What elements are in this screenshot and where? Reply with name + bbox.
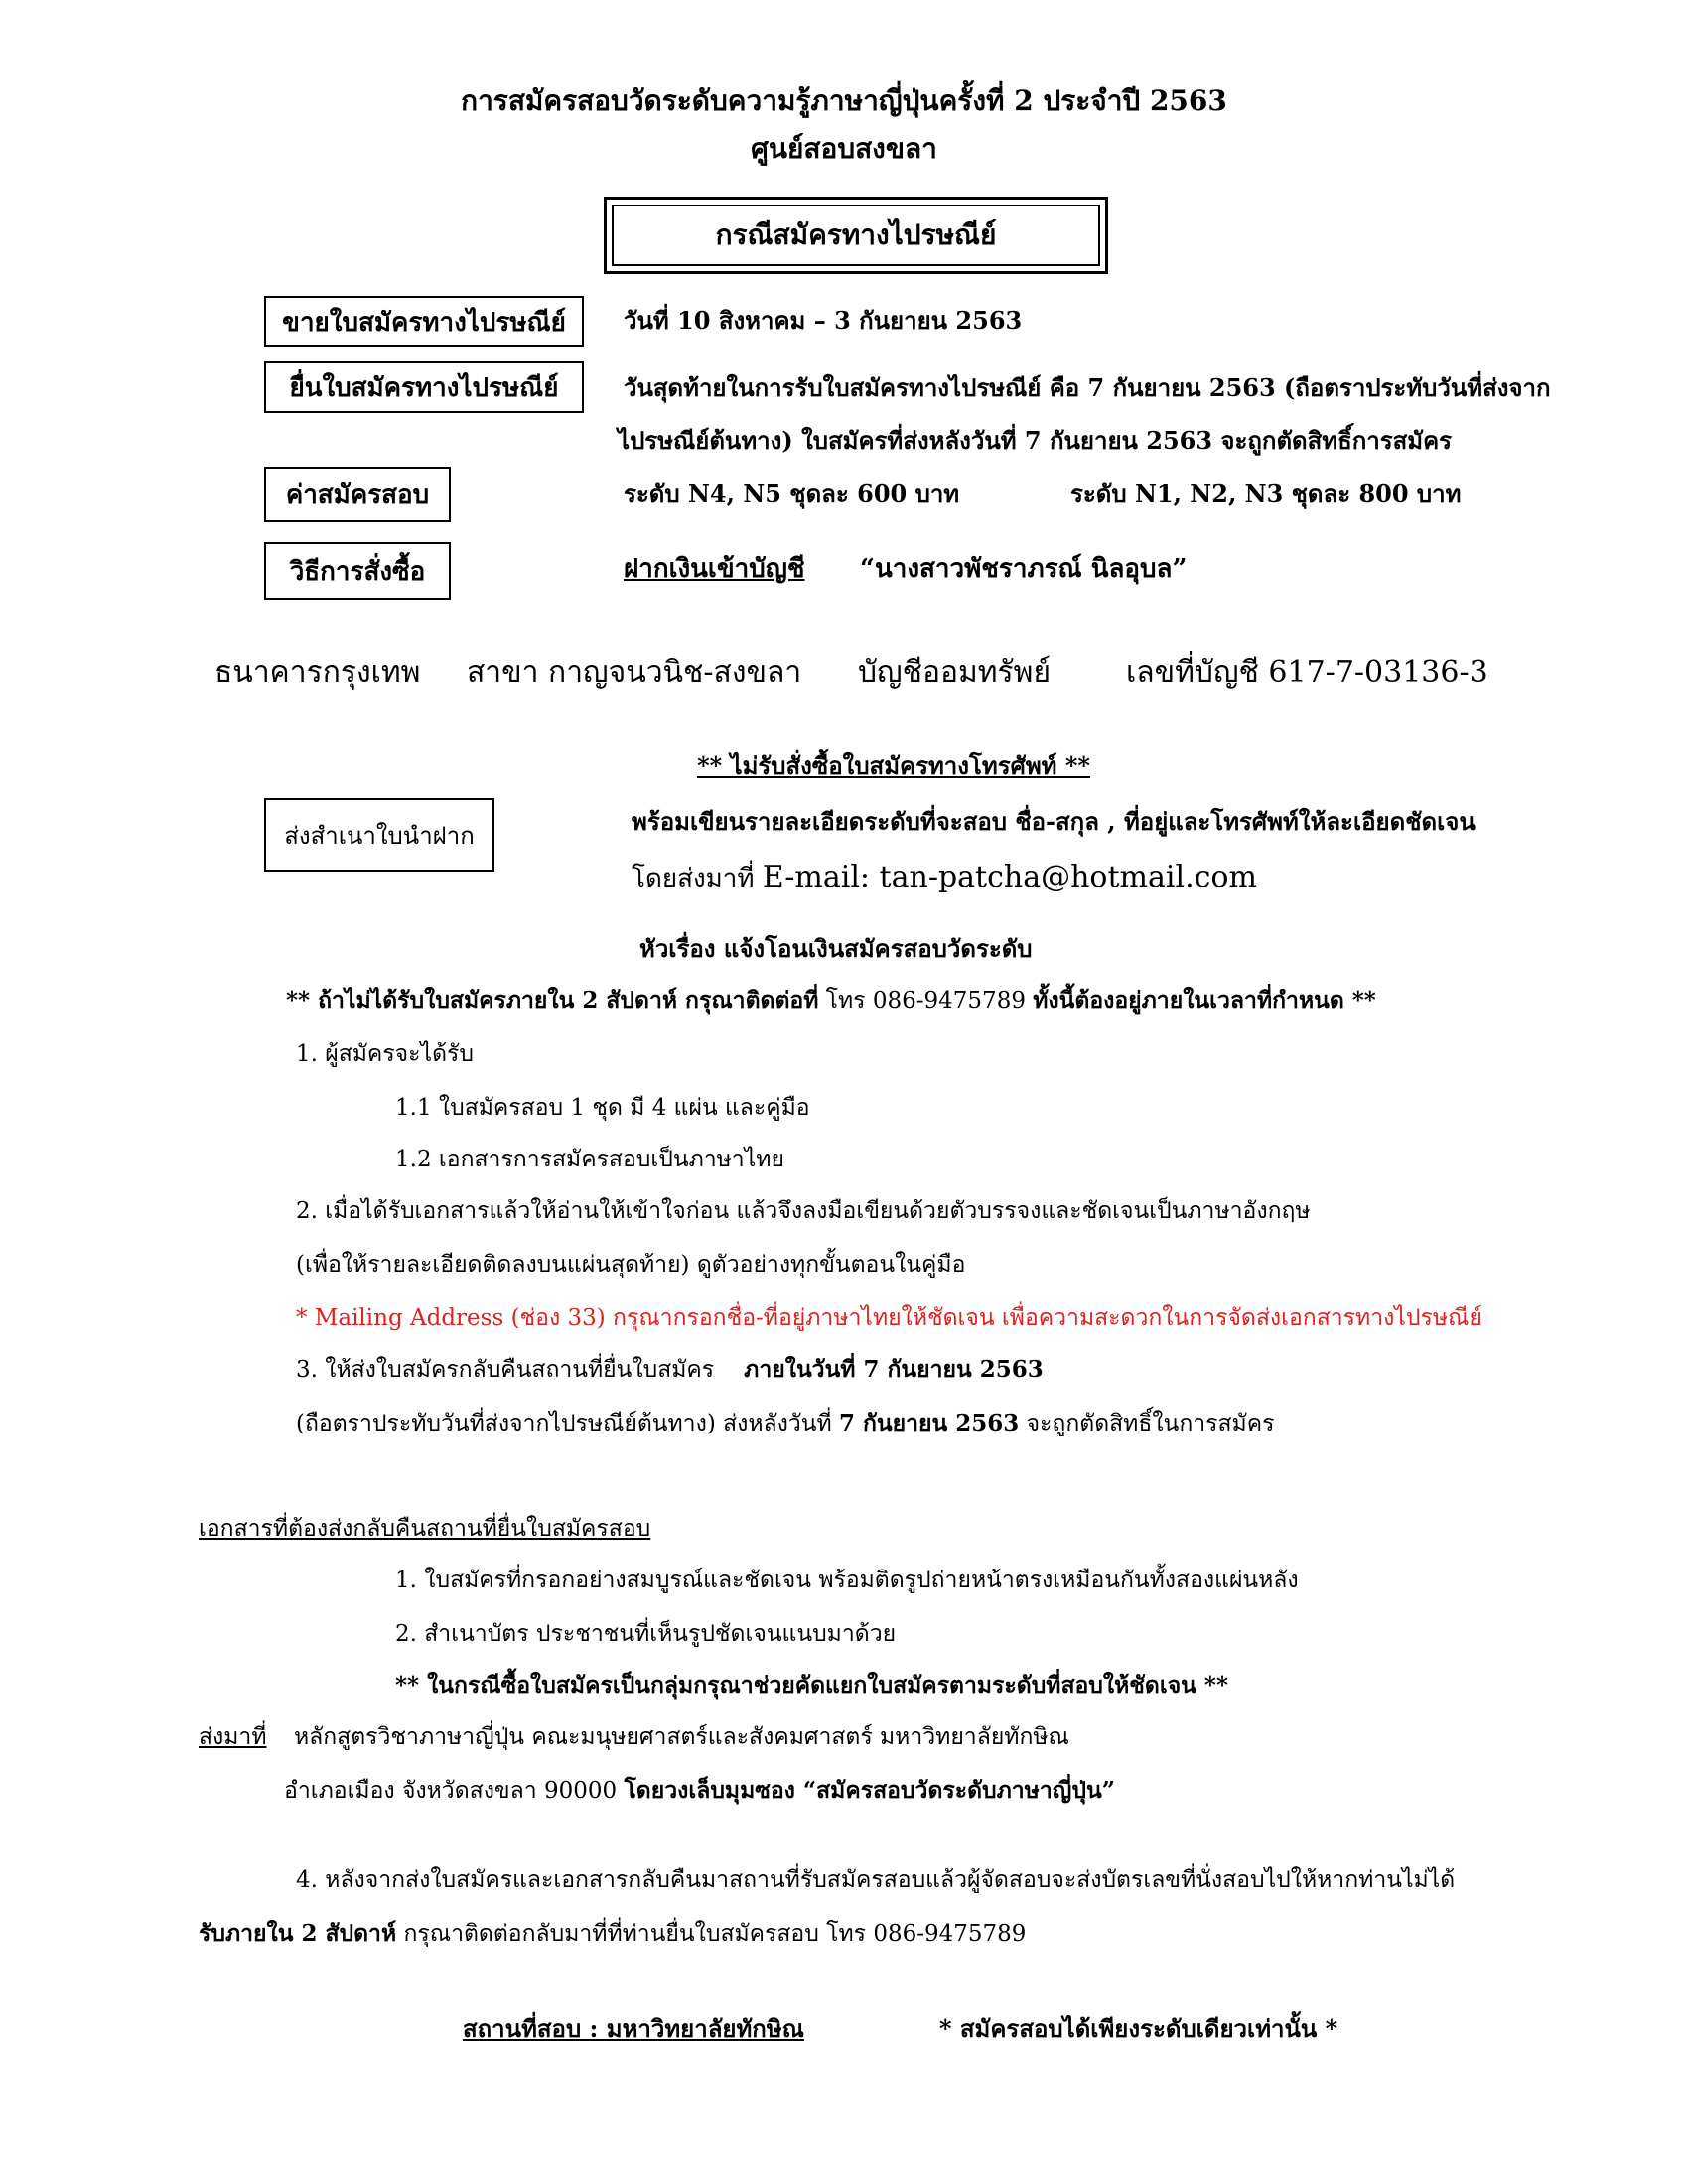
document-2: 2. สำเนาบัตร ประชาชนที่เห็นรูปชัดเจนแนบมาด้วย: [395, 1621, 897, 1647]
email-subject: หัวเรื่อง แจ้งโอนเงินสมัครสอบวัดระดับ: [639, 934, 1033, 963]
bank-branch: สาขา กาญจนวนิช-สงขลา: [467, 655, 802, 690]
sale-label: ขายใบสมัครทางไปรษณีย์: [282, 307, 566, 338]
notice-part-b: ทั้งนี้ต้องอยู่ภายในเวลาที่กำหนด **: [1033, 987, 1376, 1014]
slip-label: ส่งสำเนาใบนำฝาก: [284, 821, 475, 850]
step-4-line1: 4. หลังจากส่งใบสมัครและเอกสารกลับคืนมาสถานที่รับสมัครสอบแล้วผู้จัดสอบจะส่งบัตรเลขที่นั่งสอบไปให้หากท่านไม่ได้: [296, 1867, 1456, 1893]
fee-n4-n5: ระดับ N4, N5 ชุดละ 600 บาท: [624, 479, 960, 508]
page-subtitle: ศูนย์สอบสงขลา: [751, 132, 937, 165]
step-3-line1: [296, 1352, 1044, 1388]
group-purchase-note: ** ในกรณีซื้อใบสมัครเป็นกลุ่มกรุณาช่วยคัดแยกใบสมัครตามระดับที่สอบให้ชัดเจน **: [395, 1672, 1228, 1699]
step-1: 1. ผู้สมัครจะได้รับ: [296, 1041, 474, 1067]
step-3-line2-a: (ถือตราประทับวันที่ส่งจากไปรษณีย์ต้นทาง) ส่งหลังวันที่: [296, 1411, 839, 1436]
submit-label: ยื่นใบสมัครทางไปรษณีย์: [289, 372, 559, 403]
mailing-address-warning: * Mailing Address (ช่อง 33) กรุณากรอกชื่อ-ที่อยู่ภาษาไทยให้ชัดเจน เพื่อความสะดวกในการจัดส่งเอกสารทางไปรษณีย์: [296, 1305, 1482, 1331]
envelope-corner-note: โดยวงเล็บมุมซอง “สมัครสอบวัดระดับภาษาญี่ปุ่น”: [624, 1777, 1115, 1804]
email-address: E-mail: tan-patcha@hotmail.com: [762, 860, 1257, 894]
step-4-line2: [199, 1916, 1026, 1952]
step-3-line2-date: 7 กันยายน 2563: [838, 1410, 1020, 1436]
fee-label-box: [264, 467, 451, 522]
page-title: การสมัครสอบวัดระดับความรู้ภาษาญี่ปุ่นครั้งที่ 2 ประจำปี 2563: [461, 84, 1227, 117]
slip-label-box: [264, 798, 494, 872]
submit-label-box: [264, 361, 584, 413]
step-3-line2: [296, 1406, 1274, 1441]
account-type: บัญชีออมทรัพย์: [858, 655, 1052, 690]
one-level-only-note: * สมัครสอบได้เพียงระดับเดียวเท่านั้น *: [939, 2014, 1338, 2043]
order-label-box: [264, 542, 451, 600]
notice-part-a: ** ถ้าไม่ได้รับใบสมัครภายใน 2 สัปดาห์ กรุณาติดต่อที่: [286, 987, 819, 1014]
exam-venue: สถานที่สอบ : มหาวิทยาลัยทักษิณ: [463, 2014, 804, 2043]
no-phone-orders-note: ** ไม่รับสั่งซื้อใบสมัครทางโทรศัพท์ **: [697, 751, 1090, 780]
sale-label-box: [264, 296, 584, 347]
step-2-line1: 2. เมื่อได้รับเอกสารแล้วให้อ่านให้เข้าใจก่อน แล้วจึงลงมือเขียนด้วยตัวบรรจงและชัดเจนเป็นภาษาอังกฤษ: [296, 1198, 1311, 1224]
fee-n1-n3: ระดับ N1, N2, N3 ชุดละ 800 บาท: [1070, 479, 1462, 508]
send-to-label: ส่งมาที่: [199, 1724, 267, 1750]
not-received-notice: [286, 983, 1376, 1019]
bank-name: ธนาคารกรุงเทพ: [214, 655, 421, 690]
order-method: ฝากเงินเข้าบัญชี: [624, 554, 805, 584]
document-1: 1. ใบสมัครที่กรอกอย่างสมบูรณ์และชัดเจน พร้อมติดรูปถ่ายหน้าตรงเหมือนกันทั้งสองแผ่นหลัง: [395, 1568, 1299, 1593]
fee-label: ค่าสมัครสอบ: [285, 479, 430, 510]
step-1-1: 1.1 ใบสมัครสอบ 1 ชุด มี 4 แผ่น และคู่มือ: [395, 1095, 810, 1121]
send-to-address-line2: [284, 1773, 1115, 1809]
sale-dates: วันที่ 10 สิงหาคม – 3 กันยายน 2563: [624, 306, 1023, 335]
send-to-address-city: อำเภอเมือง จังหวัดสงขลา 90000: [284, 1778, 625, 1804]
account-number: เลขที่บัญชี 617-7-03136-3: [1126, 655, 1488, 690]
email-prefix: โดยส่งมาที่: [632, 864, 763, 893]
slip-details-instruction: พร้อมเขียนรายละเอียดระดับที่จะสอบ ชื่อ-สกุล , ที่อยู่และโทรศัพท์ให้ละเอียดชัดเจน: [632, 807, 1476, 836]
submit-deadline-line2: ไปรษณีย์ต้นทาง) ใบสมัครที่ส่งหลังวันที่ 7 กันยายน 2563 จะถูกตัดสิทธิ์การสมัคร: [618, 426, 1453, 455]
account-holder-name: “นางสาวพัชราภรณ์ นิลอุบล”: [860, 554, 1188, 584]
step-2-line2: (เพื่อให้รายละเอียดติดลงบนแผ่นสุดท้าย) ดูตัวอย่างทุกขั้นตอนในคู่มือ: [296, 1252, 966, 1278]
order-label: วิธีการสั่งซื้อ: [289, 556, 426, 587]
send-to-address-line1: หลักสูตรวิชาภาษาญี่ปุ่น คณะมนุษยศาสตร์และสังคมศาสตร์ มหาวิทยาลัยทักษิณ: [294, 1724, 1069, 1750]
step-3-text: 3. ให้ส่งใบสมัครกลับคืนสถานที่ยื่นใบสมัคร: [296, 1357, 715, 1383]
documents-heading: เอกสารที่ต้องส่งกลับคืนสถานที่ยื่นใบสมัครสอบ: [199, 1516, 651, 1542]
email-line: [632, 858, 1257, 898]
notice-phone: โทร 086-9475789: [818, 988, 1034, 1014]
mode-box-label: กรณีสมัครทางไปรษณีย์: [612, 205, 1100, 266]
submit-deadline-line1: วันสุดท้ายในการรับใบสมัครทางไปรษณีย์ คือ 7 กันยายน 2563 (ถือตราประทับวันที่ส่งจาก: [624, 373, 1551, 402]
step-4-contact: กรุณาติดต่อกลับมาที่ที่ท่านยื่นใบสมัครสอบ โทร 086-9475789: [396, 1921, 1027, 1947]
step-3-line2-c: จะถูกตัดสิทธิ์ในการสมัคร: [1019, 1411, 1275, 1436]
step-3-deadline: ภายในวันที่ 7 กันยายน 2563: [744, 1356, 1044, 1383]
mode-box: [604, 197, 1108, 274]
step-4-within-2-weeks: รับภายใน 2 สัปดาห์: [199, 1920, 397, 1947]
step-1-2: 1.2 เอกสารการสมัครสอบเป็นภาษาไทย: [395, 1147, 784, 1172]
